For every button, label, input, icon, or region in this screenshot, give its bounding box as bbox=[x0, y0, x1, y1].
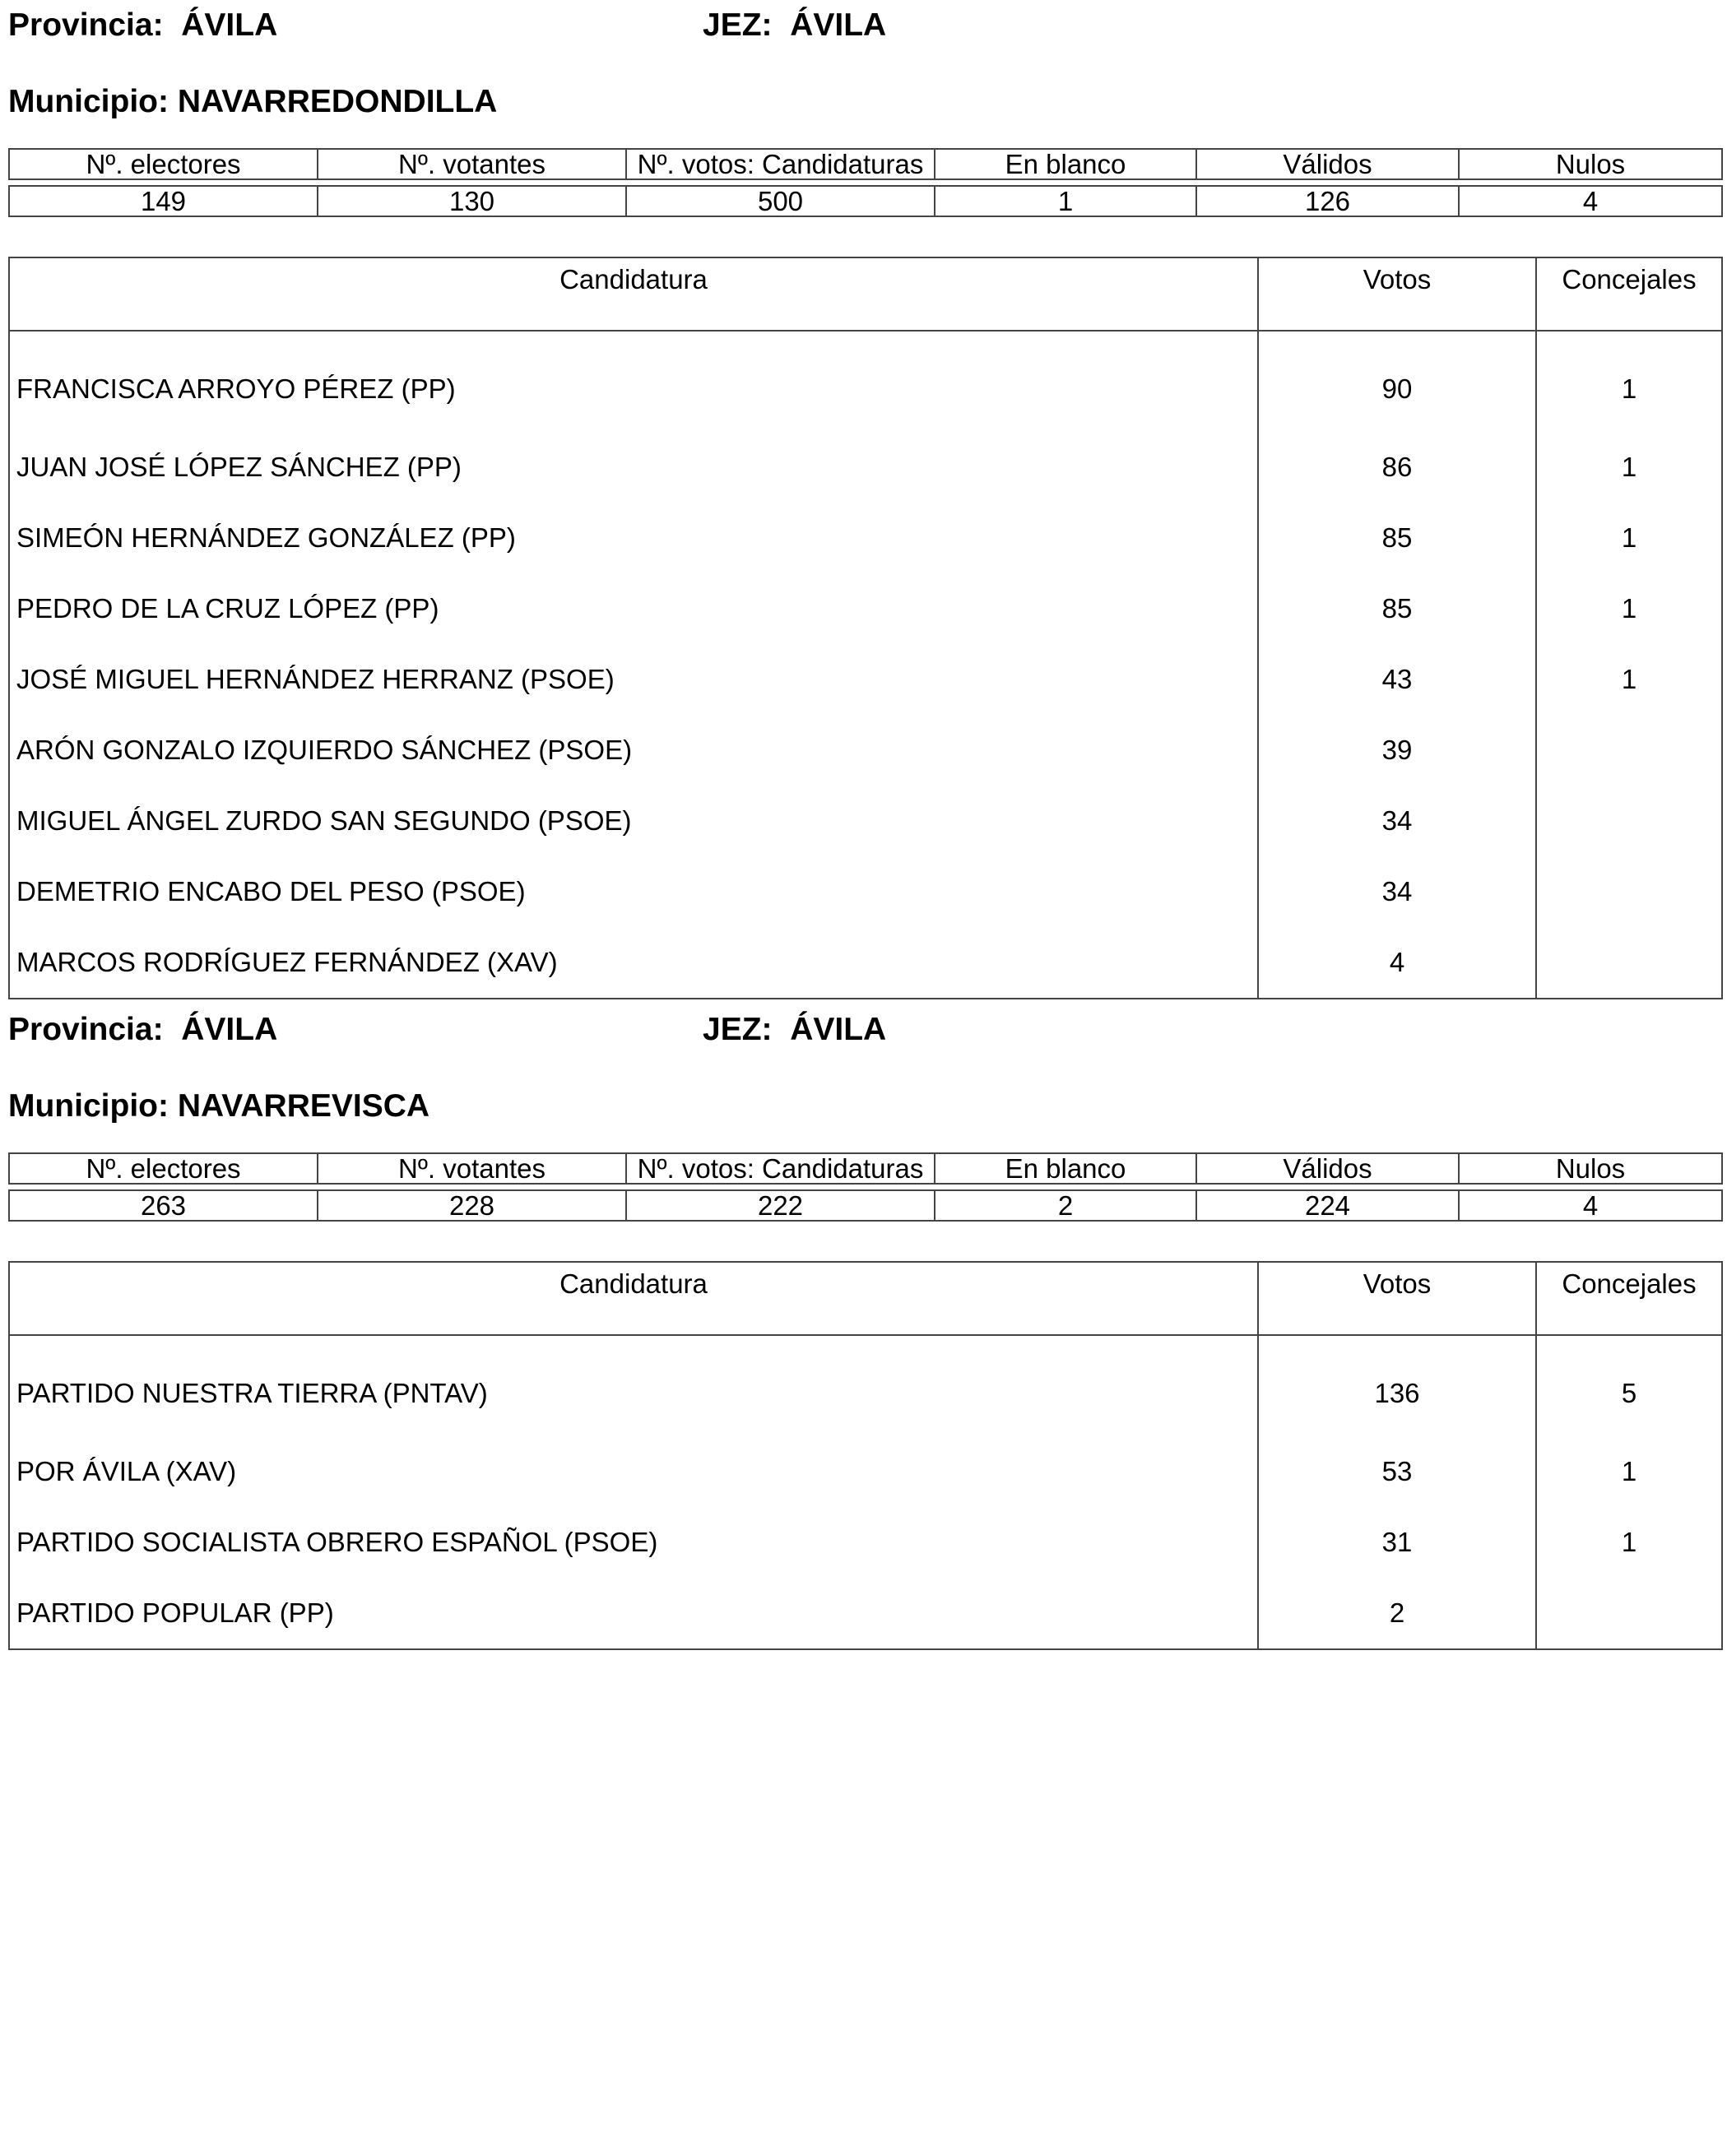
summary-header: Nº. votos: Candidaturas bbox=[626, 149, 935, 179]
candidate-name: PARTIDO POPULAR (PP) bbox=[9, 1578, 1258, 1649]
summary-header: Nº. votantes bbox=[318, 1153, 626, 1184]
candidate-name: MARCOS RODRÍGUEZ FERNÁNDEZ (XAV) bbox=[9, 927, 1258, 999]
municipio-block-1 bbox=[8, 0, 1721, 977]
summary-value: 2 bbox=[935, 1190, 1196, 1221]
summary-header: Nº. electores bbox=[9, 149, 318, 179]
summary-header: Válidos bbox=[1196, 149, 1459, 179]
candidate-concejales: 1 bbox=[1536, 644, 1722, 715]
candidate-name: FRANCISCA ARROYO PÉREZ (PP) bbox=[9, 331, 1258, 432]
jez-label: JEZ: bbox=[703, 7, 773, 43]
candidates-header-row bbox=[9, 1262, 1722, 1335]
candidate-row bbox=[9, 1578, 1722, 1649]
jez-line bbox=[703, 7, 886, 44]
municipio-label: Municipio: bbox=[8, 84, 169, 119]
summary-header: En blanco bbox=[935, 149, 1196, 179]
candidates-table bbox=[8, 1261, 1723, 1650]
summary-header-row bbox=[9, 149, 1722, 179]
jez-value: ÁVILA bbox=[790, 1012, 887, 1047]
summary-table bbox=[8, 148, 1723, 217]
candidate-concejales bbox=[1536, 856, 1722, 927]
candidate-row bbox=[9, 715, 1722, 786]
candidate-votos: 90 bbox=[1258, 331, 1536, 432]
candidate-votos: 85 bbox=[1258, 573, 1536, 644]
candidate-concejales bbox=[1536, 786, 1722, 856]
candidate-row bbox=[9, 786, 1722, 856]
provincia-line bbox=[8, 7, 277, 44]
candidate-row bbox=[9, 432, 1722, 503]
candidate-row bbox=[9, 1507, 1722, 1578]
summary-value-row bbox=[9, 186, 1722, 216]
summary-table bbox=[8, 1152, 1723, 1222]
summary-value: 4 bbox=[1459, 1190, 1722, 1221]
candidate-concejales: 1 bbox=[1536, 1436, 1722, 1507]
candidate-concejales: 1 bbox=[1536, 432, 1722, 503]
candidate-name: PEDRO DE LA CRUZ LÓPEZ (PP) bbox=[9, 573, 1258, 644]
summary-header-row bbox=[9, 1153, 1722, 1184]
summary-header: Nº. votos: Candidaturas bbox=[626, 1153, 935, 1184]
summary-header: Nº. votantes bbox=[318, 149, 626, 179]
candidate-row bbox=[9, 331, 1722, 432]
candidates-header-row bbox=[9, 257, 1722, 331]
summary-header: Nº. electores bbox=[9, 1153, 318, 1184]
candidate-concejales: 5 bbox=[1536, 1335, 1722, 1436]
candidate-row bbox=[9, 1436, 1722, 1507]
candidate-row bbox=[9, 644, 1722, 715]
summary-value: 224 bbox=[1196, 1190, 1459, 1221]
summary-header: En blanco bbox=[935, 1153, 1196, 1184]
summary-value: 149 bbox=[9, 186, 318, 216]
candidate-name: ARÓN GONZALO IZQUIERDO SÁNCHEZ (PSOE) bbox=[9, 715, 1258, 786]
candidate-name: DEMETRIO ENCABO DEL PESO (PSOE) bbox=[9, 856, 1258, 927]
provincia-label: Provincia: bbox=[8, 7, 164, 43]
candidate-name: POR ÁVILA (XAV) bbox=[9, 1436, 1258, 1507]
candidate-row bbox=[9, 927, 1722, 999]
candidate-row bbox=[9, 503, 1722, 573]
candidate-name: SIMEÓN HERNÁNDEZ GONZÁLEZ (PP) bbox=[9, 503, 1258, 573]
municipio-value: NAVARREVISCA bbox=[177, 1088, 430, 1124]
summary-value: 1 bbox=[935, 186, 1196, 216]
candidate-concejales: 1 bbox=[1536, 573, 1722, 644]
municipio-line bbox=[8, 1087, 429, 1125]
summary-value: 500 bbox=[626, 186, 935, 216]
provincia-value: ÁVILA bbox=[181, 7, 278, 43]
summary-value: 130 bbox=[318, 186, 626, 216]
municipio-block-2 bbox=[8, 1004, 1721, 1630]
summary-header: Nulos bbox=[1459, 1153, 1722, 1184]
summary-value-row bbox=[9, 1190, 1722, 1221]
candidate-name: MIGUEL ÁNGEL ZURDO SAN SEGUNDO (PSOE) bbox=[9, 786, 1258, 856]
candidate-row bbox=[9, 1335, 1722, 1436]
candidate-concejales bbox=[1536, 927, 1722, 999]
candidate-votos: 39 bbox=[1258, 715, 1536, 786]
candidate-concejales: 1 bbox=[1536, 503, 1722, 573]
provincia-value: ÁVILA bbox=[181, 1012, 278, 1047]
concejales-header: Concejales bbox=[1536, 257, 1722, 331]
candidate-votos: 4 bbox=[1258, 927, 1536, 999]
municipio-label: Municipio: bbox=[8, 1088, 169, 1124]
candidate-concejales bbox=[1536, 715, 1722, 786]
votos-header: Votos bbox=[1258, 257, 1536, 331]
candidate-row bbox=[9, 856, 1722, 927]
summary-header: Válidos bbox=[1196, 1153, 1459, 1184]
candidate-name: JUAN JOSÉ LÓPEZ SÁNCHEZ (PP) bbox=[9, 432, 1258, 503]
candidate-concejales: 1 bbox=[1536, 331, 1722, 432]
candidate-row bbox=[9, 573, 1722, 644]
summary-value: 126 bbox=[1196, 186, 1459, 216]
municipio-value: NAVARREDONDILLA bbox=[177, 84, 498, 119]
candidate-name: PARTIDO NUESTRA TIERRA (PNTAV) bbox=[9, 1335, 1258, 1436]
concejales-header: Concejales bbox=[1536, 1262, 1722, 1335]
candidate-votos: 85 bbox=[1258, 503, 1536, 573]
jez-value: ÁVILA bbox=[790, 7, 887, 43]
candidate-concejales: 1 bbox=[1536, 1507, 1722, 1578]
candidate-name: PARTIDO SOCIALISTA OBRERO ESPAÑOL (PSOE) bbox=[9, 1507, 1258, 1578]
candidates-table bbox=[8, 257, 1723, 999]
provincia-line bbox=[8, 1011, 277, 1049]
municipio-line bbox=[8, 83, 497, 121]
candidatura-header: Candidatura bbox=[9, 1262, 1258, 1335]
candidate-name: JOSÉ MIGUEL HERNÁNDEZ HERRANZ (PSOE) bbox=[9, 644, 1258, 715]
summary-value: 4 bbox=[1459, 186, 1722, 216]
candidate-votos: 2 bbox=[1258, 1578, 1536, 1649]
summary-value: 222 bbox=[626, 1190, 935, 1221]
summary-value: 263 bbox=[9, 1190, 318, 1221]
candidatura-header: Candidatura bbox=[9, 257, 1258, 331]
candidate-votos: 53 bbox=[1258, 1436, 1536, 1507]
jez-label: JEZ: bbox=[703, 1012, 773, 1047]
summary-value: 228 bbox=[318, 1190, 626, 1221]
candidate-votos: 31 bbox=[1258, 1507, 1536, 1578]
votos-header: Votos bbox=[1258, 1262, 1536, 1335]
provincia-label: Provincia: bbox=[8, 1012, 164, 1047]
candidate-votos: 43 bbox=[1258, 644, 1536, 715]
summary-header: Nulos bbox=[1459, 149, 1722, 179]
candidate-votos: 34 bbox=[1258, 856, 1536, 927]
candidate-concejales bbox=[1536, 1578, 1722, 1649]
candidate-votos: 34 bbox=[1258, 786, 1536, 856]
candidate-votos: 136 bbox=[1258, 1335, 1536, 1436]
jez-line bbox=[703, 1011, 886, 1049]
candidate-votos: 86 bbox=[1258, 432, 1536, 503]
